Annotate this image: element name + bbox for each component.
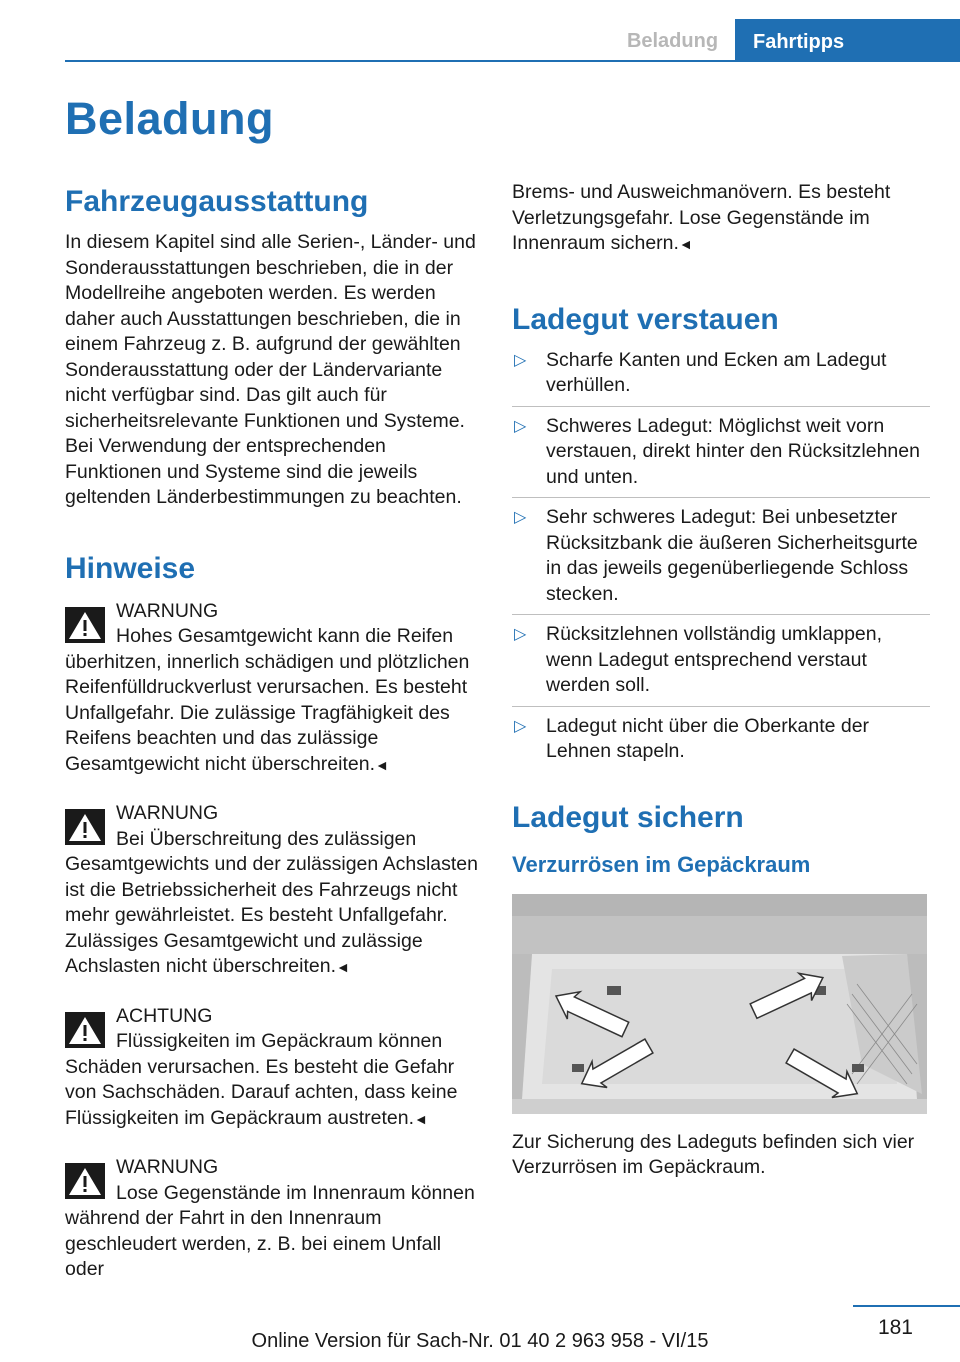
bullet-triangle-icon: ▷ xyxy=(514,717,527,735)
trunk-lashing-eyes-image xyxy=(512,894,927,1114)
warning-triangle-icon xyxy=(65,1163,105,1199)
subsection-title-verzurroesen: Verzurrösen im Gepäckraum xyxy=(512,851,811,877)
bullet-triangle-icon: ▷ xyxy=(514,351,527,369)
right-column xyxy=(512,180,930,1181)
section-title-ladegut-sichern: Ladegut sichern xyxy=(512,800,744,834)
warning-label: WARNUNG xyxy=(116,599,219,622)
warning-triangle-icon xyxy=(65,809,105,845)
bullet-triangle-icon: ▷ xyxy=(514,417,527,435)
end-mark: ◄ xyxy=(374,756,389,773)
footer-rule xyxy=(853,1305,960,1307)
end-mark: ◄ xyxy=(413,1110,428,1127)
tab-fahrtipps[interactable]: Fahrtipps xyxy=(735,19,960,62)
warning-block xyxy=(65,599,480,779)
list-item: ▷ Rücksitzlehnen vollständig umklappen, wenn Ladegut entsprechend verstaut werden soll. xyxy=(512,622,930,707)
list-item: ▷ Scharfe Kanten und Ecken am Ladegut verhüllen. xyxy=(512,348,930,407)
warning-block xyxy=(65,801,480,981)
left-column xyxy=(65,180,480,1283)
bullet-triangle-icon: ▷ xyxy=(514,626,527,643)
figure-caption: Zur Sicherung des Ladeguts befinden sich vier Verzurrösen im Gepäckraum. xyxy=(512,1130,915,1178)
warning-text: Bei Überschreitung des zulässigen Gesamtgewichts und der zulässigen Achslasten ist die Betriebssicherheit des Fahrzeugs nicht mehr gewährleistet. Es besteht Unfallgefahr. Zulässiges Gesamtgewicht und zulässige Achslasten nicht überschreiten.◄ xyxy=(65,827,478,977)
warning-block xyxy=(65,1155,480,1283)
warning-triangle-icon xyxy=(65,607,105,643)
warning-text: Hohes Gesamtgewicht kann die Reifen überhitzen, innerlich schädigen und plötzlichen Reifenfülldruckverlust verursachen. Es besteht Unfallgefahr. Die zulässige Tragfähigkeit des Reifens beachten und das zulässige Gesamtgewicht nicht überschreiten.◄ xyxy=(65,625,470,775)
bullet-triangle-icon: ▷ xyxy=(514,509,527,526)
list-item: ▷ Ladegut nicht über die Oberkante der Lehnen stapeln. xyxy=(514,714,870,762)
section-text-fahrzeugausstattung: In diesem Kapitel sind alle Serien-, Länder- und Sonderausstattungen beschrieben, die in der Modellreihe angeboten werden. Es werden daher auch Ausstattungen beschrieben, die in einem Fahrzeug z. B. aufgrund der gewählten Sonderausstattung oder der Ländervariante nicht verfügbar sind. Das gilt auch für sicherheitsrelevante Funktionen und Systeme. Bei Verwendung der entsprechenden Funktionen und Systeme sind die jeweils geltenden Länderbestimmungen zu beachten. xyxy=(65,231,476,508)
section-title-fahrzeugausstattung: Fahrzeugausstattung xyxy=(65,185,369,218)
warning-triangle-icon xyxy=(65,1012,105,1048)
end-mark: ◄ xyxy=(335,959,350,975)
section-title-ladegut-verstauen: Ladegut verstauen xyxy=(512,302,779,336)
section-title-hinweise: Hinweise xyxy=(65,551,196,585)
warning-label: WARNUNG xyxy=(116,802,219,824)
continued-text: Brems- und Ausweichmanövern. Es besteht Verletzungsgefahr. Lose Gegenstände im Innenraum sichern.◄ xyxy=(512,181,891,254)
caution-text: Flüssigkeiten im Gepäckraum können Schäden verursachen. Es besteht die Gefahr von Sachschäden. Darauf achten, dass keine Flüssigkeiten im Gepäckraum austreten.◄ xyxy=(65,1030,458,1129)
caution-label: ACHTUNG xyxy=(116,1004,213,1027)
footer-online-version: Online Version für Sach-Nr. 01 40 2 963 958 - VI/15 xyxy=(251,1330,709,1352)
end-mark: ◄ xyxy=(678,236,693,252)
tab-beladung[interactable]: Beladung xyxy=(626,30,719,52)
list-item: ▷ Schweres Ladegut: Möglichst weit vorn verstauen, direkt hinter den Rücksitzlehnen und unten. xyxy=(512,414,930,499)
warning-label: WARNUNG xyxy=(116,1156,219,1178)
caution-block xyxy=(65,1004,480,1133)
page-number: 181 xyxy=(877,1316,913,1339)
list-item: ▷ Sehr schweres Ladegut: Bei unbesetzter Rücksitzbank die äußeren Sicherheitsgurte in das jeweils gegenüberliegende Schloss stecken. xyxy=(512,505,930,615)
warning-text: Lose Gegenstände im Innenraum können während der Fahrt in den Innenraum geschleudert werden, z. B. bei einem Unfall oder xyxy=(65,1181,475,1280)
bullet-list xyxy=(512,348,930,772)
page-title: Beladung xyxy=(65,93,275,144)
